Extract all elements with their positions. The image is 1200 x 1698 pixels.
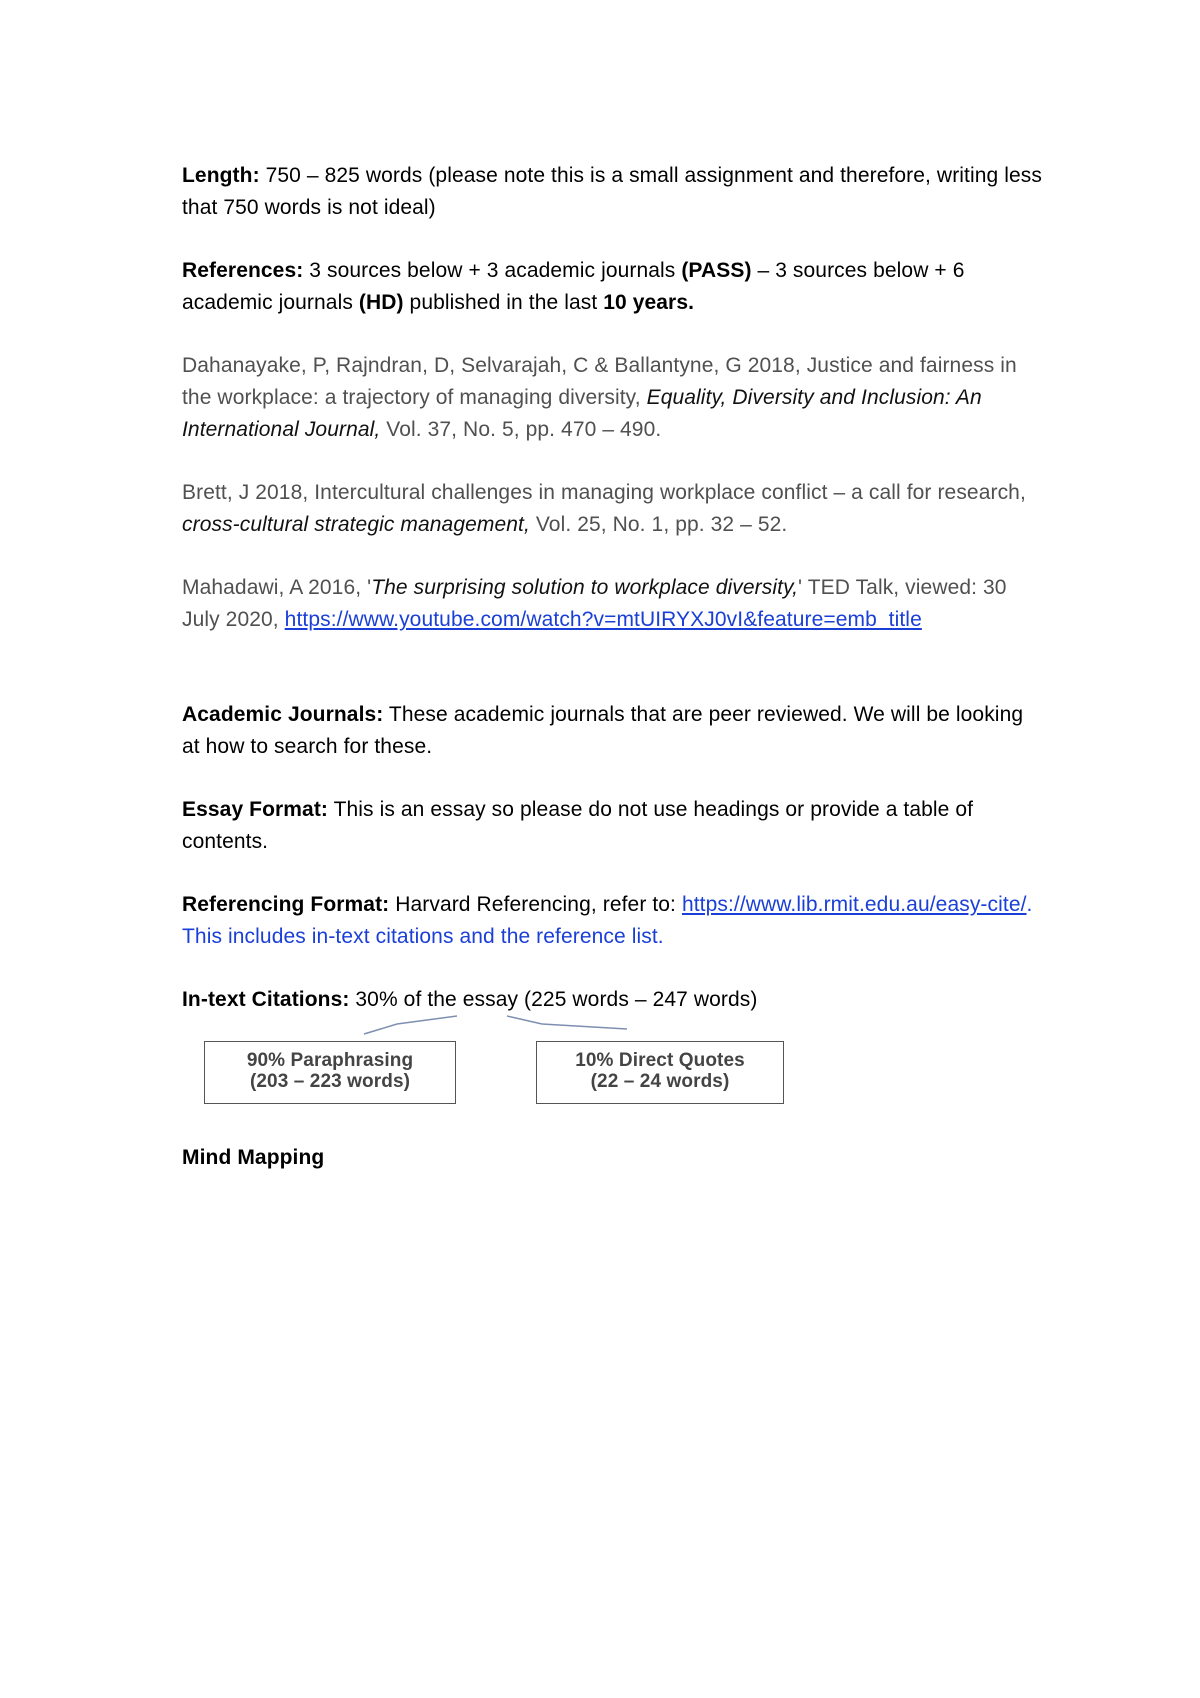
mind-mapping-heading: [182, 1142, 1042, 1174]
references-paragraph: [182, 255, 1042, 319]
length-paragraph: [182, 160, 1042, 224]
references-text-2: – 3 sources below + 6 academic journals: [182, 259, 965, 314]
citation-split-diagram: [182, 1014, 1042, 1109]
reference-entry-brett: [182, 477, 1042, 541]
references-label: References:: [182, 259, 304, 282]
connector-right-1: [507, 1016, 542, 1024]
references-hd: (HD): [358, 291, 404, 314]
reference-entry-details: Vol. 37, No. 5, pp. 470 – 490.: [380, 418, 662, 441]
document-content: [182, 160, 1042, 1205]
youtube-link[interactable]: https://www.youtube.com/watch?v=mtUIRYXJ0vI&feature=emb_title: [284, 608, 922, 631]
essay-format-text: This is an essay so please do not use headings or provide a table of contents.: [182, 798, 974, 853]
connector-right-2: [542, 1024, 627, 1029]
paraphrasing-box: [204, 1041, 456, 1104]
mind-mapping-label: Mind Mapping: [182, 1146, 325, 1169]
reference-entry-text: Dahanayake, P, Rajndran, D, Selvarajah, C & Ballantyne, G 2018, Justice and fairness in the workplace: a trajectory of managing diversity,: [182, 354, 1017, 409]
referencing-format-label: Referencing Format:: [182, 893, 390, 916]
reference-entry-text: Mahadawi, A 2016, ': [182, 576, 372, 599]
referencing-format-paragraph: [182, 889, 1042, 953]
in-text-citations-label: In-text Citations:: [182, 988, 350, 1011]
direct-quotes-box: [536, 1041, 784, 1104]
in-text-citations-text: 30% of the essay (225 words – 247 words): [349, 988, 758, 1011]
academic-journals-paragraph: [182, 699, 1042, 763]
reference-entry-dahanayake: [182, 350, 1042, 446]
references-years: 10 years.: [603, 291, 695, 314]
reference-entry-mahadawi: [182, 572, 1042, 636]
connector-left-2: [397, 1016, 457, 1024]
reference-entry-title: The surprising solution to workplace diversity,: [371, 576, 799, 599]
essay-format-label: Essay Format:: [182, 798, 329, 821]
referencing-format-after: . This includes in-text citations and the reference list.: [182, 893, 1033, 948]
length-label: Length:: [182, 164, 260, 187]
reference-entry-journal: Equality, Diversity and Inclusion: An International Journal,: [182, 386, 982, 441]
direct-quotes-box-title: 10% Direct Quotes: [575, 1050, 745, 1071]
references-text-1: 3 sources below + 3 academic journals: [303, 259, 682, 282]
in-text-citations-paragraph: [182, 984, 1042, 1016]
reference-entry-text: Brett, J 2018, Intercultural challenges in managing workplace conflict – a call for research,: [182, 481, 1026, 504]
essay-format-paragraph: [182, 794, 1042, 858]
spacer: [182, 667, 1042, 699]
direct-quotes-box-words: (22 – 24 words): [590, 1071, 730, 1092]
reference-entry-journal: cross-cultural strategic management,: [182, 513, 530, 536]
paraphrasing-box-title: 90% Paraphrasing: [246, 1050, 414, 1071]
references-pass: (PASS): [681, 259, 752, 282]
reference-entry-details: Vol. 25, No. 1, pp. 32 – 52.: [529, 513, 788, 536]
length-text: 750 – 825 words (please note this is a small assignment and therefore, writing less that 750 words is not ideal): [182, 164, 1042, 219]
academic-journals-text: These academic journals that are peer reviewed. We will be looking at how to search for these.: [182, 703, 1024, 758]
referencing-format-text: Harvard Referencing, refer to:: [389, 893, 682, 916]
easy-cite-link[interactable]: https://www.lib.rmit.edu.au/easy-cite/: [681, 893, 1027, 916]
paraphrasing-box-words: (203 – 223 words): [249, 1071, 411, 1092]
academic-journals-label: Academic Journals:: [182, 703, 384, 726]
connector-left-1: [364, 1024, 397, 1034]
reference-entry-details: ' TED Talk, viewed: 30 July 2020,: [182, 576, 1007, 631]
references-text-3: published in the last: [403, 291, 604, 314]
